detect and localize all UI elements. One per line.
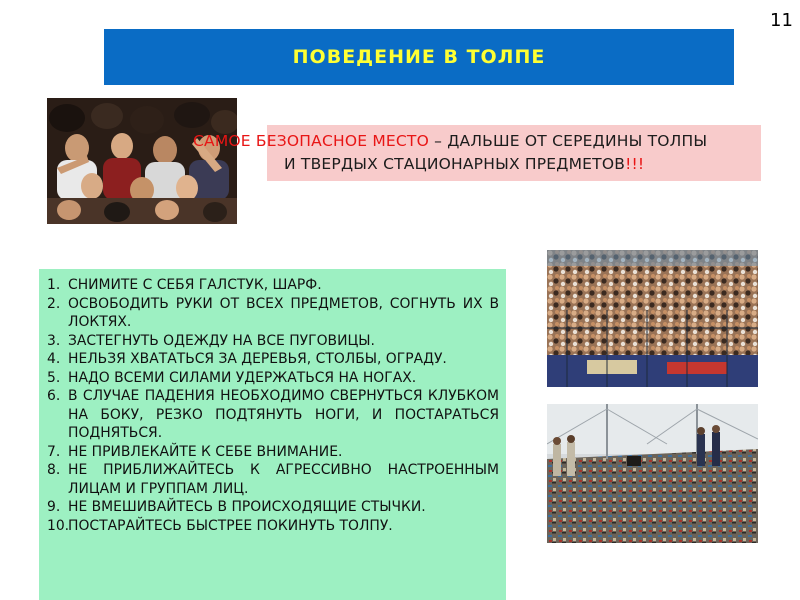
rule-text: ЗАСТЕГНУТЬ ОДЕЖДУ НА ВСЕ ПУГОВИЦЫ.	[68, 332, 375, 349]
rule-number: 4.	[47, 351, 61, 367]
rule-item	[47, 332, 499, 351]
safe-place-exclamation: !!!	[625, 155, 645, 173]
rule-item	[47, 387, 499, 443]
rule-text: СНИМИТЕ С СЕБЯ ГАЛСТУК, ШАРФ.	[68, 277, 322, 293]
rule-text: ПОСТАРАЙТЕСЬ БЫСТРЕЕ ПОКИНУТЬ ТОЛПУ.	[68, 517, 393, 534]
rule-number: 8.	[47, 462, 61, 478]
safe-place-line-2	[284, 155, 644, 173]
rule-text: ОСВОБОДИТЬ РУКИ ОТ ВСЕХ ПРЕДМЕТОВ, СОГНУТЬ ИХ В ЛОКТЯХ.	[68, 295, 499, 330]
rule-text: НАДО ВСЕМИ СИЛАМИ УДЕРЖАТЬСЯ НА НОГАХ.	[68, 369, 417, 386]
rule-number: 2.	[47, 295, 61, 312]
crowd-crush-photo	[47, 98, 237, 224]
rule-item	[47, 350, 499, 369]
rule-number: 3.	[47, 332, 61, 349]
safe-place-emphasis: САМОЕ БЕЗОПАСНОЕ МЕСТО	[193, 132, 429, 150]
rule-number: 1.	[47, 277, 61, 293]
safe-place-text-1: – ДАЛЬШЕ ОТ СЕРЕДИНЫ ТОЛПЫ	[429, 132, 708, 150]
rule-item	[47, 498, 499, 517]
bridge-aftermath-photo	[547, 404, 758, 543]
rule-text: НЕ ВМЕШИВАЙТЕСЬ В ПРОИСХОДЯЩИЕ СТЫЧКИ.	[68, 499, 426, 515]
slide-number: 11	[770, 10, 793, 31]
rule-number: 10.	[47, 517, 70, 534]
rule-text: НЕ ПРИВЛЕКАЙТЕ К СЕБЕ ВНИМАНИЕ.	[68, 443, 343, 460]
rule-text: В СЛУЧАЕ ПАДЕНИЯ НЕОБХОДИМО СВЕРНУТЬСЯ КЛУБКОМ НА БОКУ, РЕЗКО ПОДТЯНУТЬ НОГИ, И ПОСТАРАТЬСЯ ПОДНЯТЬСЯ.	[68, 388, 499, 441]
rule-item	[47, 461, 499, 498]
rule-item	[47, 517, 499, 536]
title-banner	[104, 29, 734, 85]
rule-text: НЕ ПРИБЛИЖАЙТЕСЬ К АГРЕССИВНО НАСТРОЕННЫМ ЛИЦАМ И ГРУППАМ ЛИЦ.	[68, 462, 499, 497]
stadium-crowd-photo	[547, 250, 758, 387]
safe-place-text-2: И ТВЕРДЫХ СТАЦИОНАРНЫХ ПРЕДМЕТОВ	[284, 155, 626, 173]
rule-item	[47, 276, 499, 295]
rule-number: 9.	[47, 499, 61, 515]
rule-text: НЕЛЬЗЯ ХВАТАТЬСЯ ЗА ДЕРЕВЬЯ, СТОЛБЫ, ОГРАДУ.	[68, 351, 447, 367]
rule-number: 6.	[47, 388, 61, 404]
slide-title: ПОВЕДЕНИЕ В ТОЛПЕ	[292, 46, 546, 68]
rule-item	[47, 443, 499, 462]
safe-place-line-1	[193, 132, 800, 150]
rule-item	[47, 295, 499, 332]
rules-list	[47, 276, 499, 535]
rule-number: 5.	[47, 369, 61, 386]
rule-item	[47, 369, 499, 388]
rule-number: 7.	[47, 443, 61, 460]
